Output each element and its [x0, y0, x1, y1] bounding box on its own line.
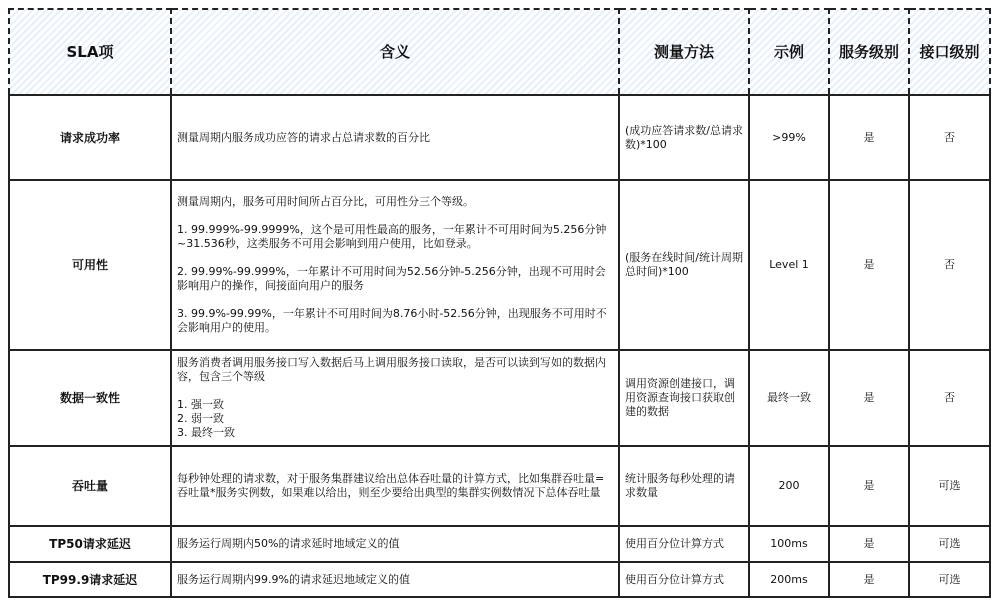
sla-service-level: 是: [829, 446, 909, 526]
table-row: [9, 180, 990, 350]
sla-example: 200ms: [749, 562, 829, 597]
header-sla-item: SLA项: [9, 9, 171, 95]
sla-method: 统计服务每秒处理的请求数量: [619, 446, 749, 526]
sla-name: TP99.9请求延迟: [9, 562, 171, 597]
sla-interface-level: 否: [909, 180, 990, 350]
sla-interface-level: 否: [909, 95, 990, 180]
sla-service-level: 是: [829, 562, 909, 597]
sla-service-level: 是: [829, 95, 909, 180]
sla-method: 使用百分位计算方式: [619, 562, 749, 597]
sla-meaning: 每秒钟处理的请求数，对于服务集群建议给出总体吞吐量的计算方式，比如集群吞吐量=吞吐量*服务实例数，如果难以给出，则至少要给出典型的集群实例数情况下总体吞吐量: [171, 446, 619, 526]
sla-name: 吞吐量: [9, 446, 171, 526]
sla-service-level: 是: [829, 180, 909, 350]
sla-name: 可用性: [9, 180, 171, 350]
sla-name: 数据一致性: [9, 350, 171, 446]
table-row: [9, 526, 990, 562]
sla-example: 200: [749, 446, 829, 526]
sla-example: >99%: [749, 95, 829, 180]
sla-example: 最终一致: [749, 350, 829, 446]
sla-name: TP50请求延迟: [9, 526, 171, 562]
sla-example: 100ms: [749, 526, 829, 562]
sla-service-level: 是: [829, 350, 909, 446]
header-interface-level: 接口级别: [909, 9, 990, 95]
table-row: [9, 446, 990, 526]
sla-interface-level: 否: [909, 350, 990, 446]
sla-meaning: 服务消费者调用服务接口写入数据后马上调用服务接口读取，是否可以读到写如的数据内容，包含三个等级 1. 强一致 2. 弱一致 3. 最终一致: [171, 350, 619, 446]
table-row: [9, 562, 990, 597]
table-row: [9, 350, 990, 446]
sla-meaning: 服务运行周期内99.9%的请求延迟地域定义的值: [171, 562, 619, 597]
sla-service-level: 是: [829, 526, 909, 562]
header-meaning: 含义: [171, 9, 619, 95]
sla-example: Level 1: [749, 180, 829, 350]
header-service-level: 服务级别: [829, 9, 909, 95]
sla-method: 调用资源创建接口，调用资源查询接口获取创建的数据: [619, 350, 749, 446]
sla-meaning: 服务运行周期内50%的请求延时地域定义的值: [171, 526, 619, 562]
sla-interface-level: 可选: [909, 562, 990, 597]
sla-meaning: 测量周期内，服务可用时间所占百分比，可用性分三个等级。 1. 99.999%-99.9999%，这个是可用性最高的服务，一年累计不可用时间为5.256分钟~31.536秒，这类服务不可用会影响到用户使用，比如登录。 2. 99.99%-99.999%，一年累计不可用时间为52.56分钟-5.256分钟，出现不可用时会影响用户的操作，间接面向用户的服务 3. 99.9%-99.99%，一年累计不可用时间为8.76小时-52.56分钟，出现服务不可用时不会影响用户的使用。: [171, 180, 619, 350]
sla-interface-level: 可选: [909, 526, 990, 562]
header-example: 示例: [749, 9, 829, 95]
sla-meaning: 测量周期内服务成功应答的请求占总请求数的百分比: [171, 95, 619, 180]
sla-method: (服务在线时间/统计周期总时间)*100: [619, 180, 749, 350]
sla-method: 使用百分位计算方式: [619, 526, 749, 562]
table-row: [9, 95, 990, 180]
sla-interface-level: 可选: [909, 446, 990, 526]
sla-name: 请求成功率: [9, 95, 171, 180]
sla-method: (成功应答请求数/总请求数)*100: [619, 95, 749, 180]
header-method: 测量方法: [619, 9, 749, 95]
header-row: [9, 9, 990, 95]
sla-table: [8, 8, 991, 598]
